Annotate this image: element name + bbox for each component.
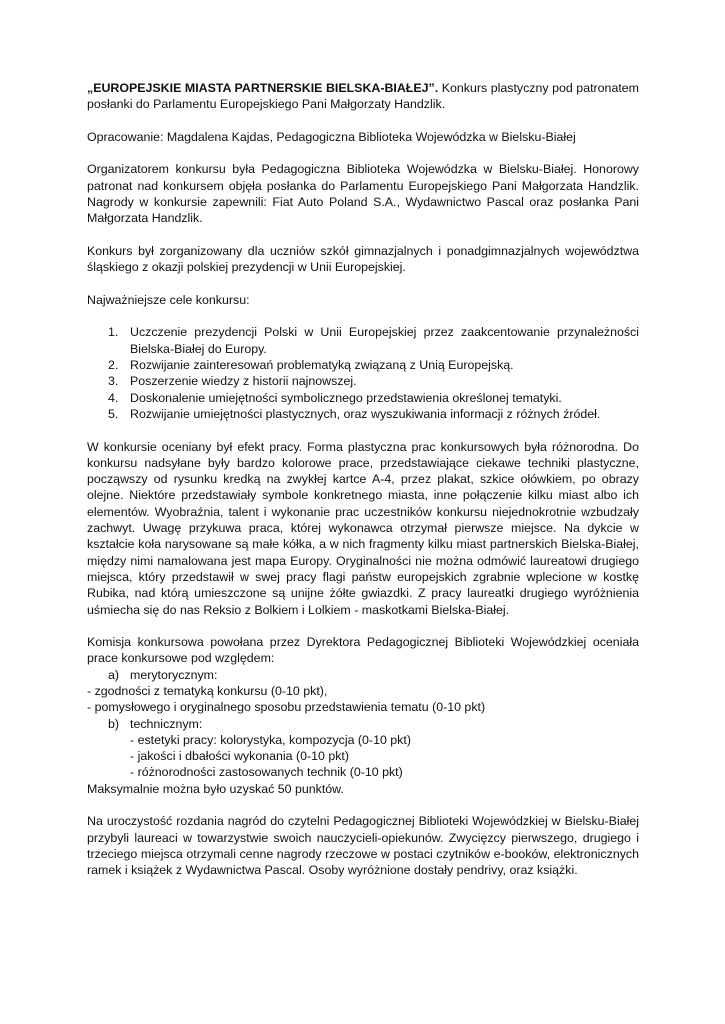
list-item [87, 390, 639, 406]
criteria-a-item: - pomysłowego i oryginalnego sposobu przedstawienia tematu (0-10 pkt) [87, 700, 486, 715]
title-paragraph [87, 80, 639, 113]
criteria-a-item: - zgodności z tematyką konkursu (0-10 pkt), [87, 683, 328, 698]
list-item [87, 324, 639, 357]
list-text: Rozwijanie umiejętności plastycznych, oraz wyszukiwania informacji z różnych źródeł. [130, 406, 601, 421]
list-item [87, 406, 639, 422]
list-text: Uczczenie prezydencji Polski w Unii Europejskiej przez zaakcentowanie przynależności Bielska-Białej do Europy. [130, 325, 639, 356]
organizer-paragraph: Organizatorem konkursu była Pedagogiczna Biblioteka Wojewódzka w Bielsku-Białej. Honorowy patronat nad konkursem objęła posłanka do Parlamentu Europejskiego Pani Małgorzata Handzlik. Nagrody w konkursie zapewnili: Fiat Auto Poland S.A., Wydawnictwo Pascal oraz posłanka Pani Małgorzata Handzlik. [87, 162, 639, 226]
list-number: 4. [108, 390, 119, 405]
audience-paragraph: Konkurs był zorganizowany dla uczniów szkół gimnazjalnych i ponadgimnazjalnych województwa śląskiego z okazji polskiej prezydencji w Unii Europejskiej. [87, 243, 639, 275]
commission-intro: Komisja konkursowa powołana przez Dyrektora Pedagogicznej Biblioteki Wojewódzkiej oceniała prace konkursowe pod względem: [87, 635, 639, 666]
criteria-b-item: - różnorodności zastosowanych technik (0-10 pkt) [130, 765, 403, 780]
list-number: 2. [108, 358, 119, 373]
list-text: Doskonalenie umiejętności symbolicznego przedstawienia określonej tematyki. [130, 390, 562, 405]
criteria-b-label: b) [108, 716, 120, 731]
criteria-a-label: a) [108, 667, 120, 682]
list-number: 1. [108, 325, 119, 340]
list-number: 3. [108, 374, 119, 389]
list-item [87, 357, 639, 373]
list-item [87, 373, 639, 389]
title-subtitle: Konkurs plastyczny pod patronatem posłanki do Parlamentu Europejskiego Pani Małgorzaty Handzlik. [87, 81, 639, 112]
list-text: Poszerzenie wiedzy z historii najnowszej. [130, 374, 357, 389]
list-text: Rozwijanie zainteresowań problematyką związaną z Unią Europejską. [130, 358, 514, 373]
list-number: 5. [108, 406, 119, 421]
evaluation-paragraph: W konkursie oceniany był efekt pracy. Forma plastyczna prac konkursowych była różnorodna. Do konkursu nadsyłane były bardzo kolorowe prace, przedstawiające ciekawe techniki plastyczne, począwszy od rysunku kredką na zwykłej kartce A-4, przez plakat, szkice ołówkiem, po obrazy olejne. Niektóre przedstawiały symbole konkretnego miasta, inne połączenie kilku miast albo ich elementów. Wyobraźnia, talent i wykonanie prac uczestników konkursu niejednokrotnie wzbudzały zachwyt. Uwagę przykuwa praca, której wykonawca otrzymał pierwsze miejsce. Na dykcie w kształcie koła narysowane są małe kółka, a w nich fragmenty kilku miast partnerskich Bielska-Białej, między nimi namalowana jest mapa Europy. Oryginalności nie można odmówić laureatowi drugiego miejsca, który przedstawił w swej pracy flagi państw europejskich zgrabnie wplecione w kostkę Rubika, nad którą umieszczone są unijne żółte gwiazdki. Z pracy laureatki drugiego wyróżnienia uśmiecha się do nas Reksio z Bolkiem i Lolkiem - maskotkami Bielska-Białej. [87, 439, 639, 617]
author-line: Opracowanie: Magdalena Kajdas, Pedagogiczna Biblioteka Wojewódzka w Bielsku-Białej [87, 129, 576, 144]
criteria-b-item: - jakości i dbałości wykonania (0-10 pkt) [130, 749, 349, 764]
criteria-a-text: merytorycznym: [130, 667, 218, 682]
max-points: Maksymalnie można było uzyskać 50 punktów. [87, 781, 344, 796]
goals-list [87, 324, 639, 422]
criteria-b-item: - estetyki pracy: kolorystyka, kompozycja (0-10 pkt) [130, 732, 411, 747]
criteria-b-text: technicznym: [130, 716, 203, 731]
criteria-b [87, 716, 639, 732]
document-page [87, 80, 639, 895]
commission-section [87, 634, 639, 797]
document-title: „EUROPEJSKIE MIASTA PARTNERSKIE BIELSKA-BIAŁEJ”. [87, 81, 439, 95]
criteria-a [87, 667, 639, 683]
goals-heading: Najważniejsze cele konkursu: [87, 292, 250, 307]
ceremony-paragraph: Na uroczystość rozdania nagród do czytelni Pedagogicznej Biblioteki Wojewódzkiej w Bielsku-Białej przybyli laureaci w towarzystwie swoich nauczycieli-opiekunów. Zwycięzcy pierwszego, drugiego i trzeciego miejsca otrzymali cenne nagrody rzeczowe w postaci czytników e-booków, elektronicznych ramek i książek z Wydawnictwa Pascal. Osoby wyróżnione dostały pendrivy, oraz książki. [87, 814, 639, 878]
